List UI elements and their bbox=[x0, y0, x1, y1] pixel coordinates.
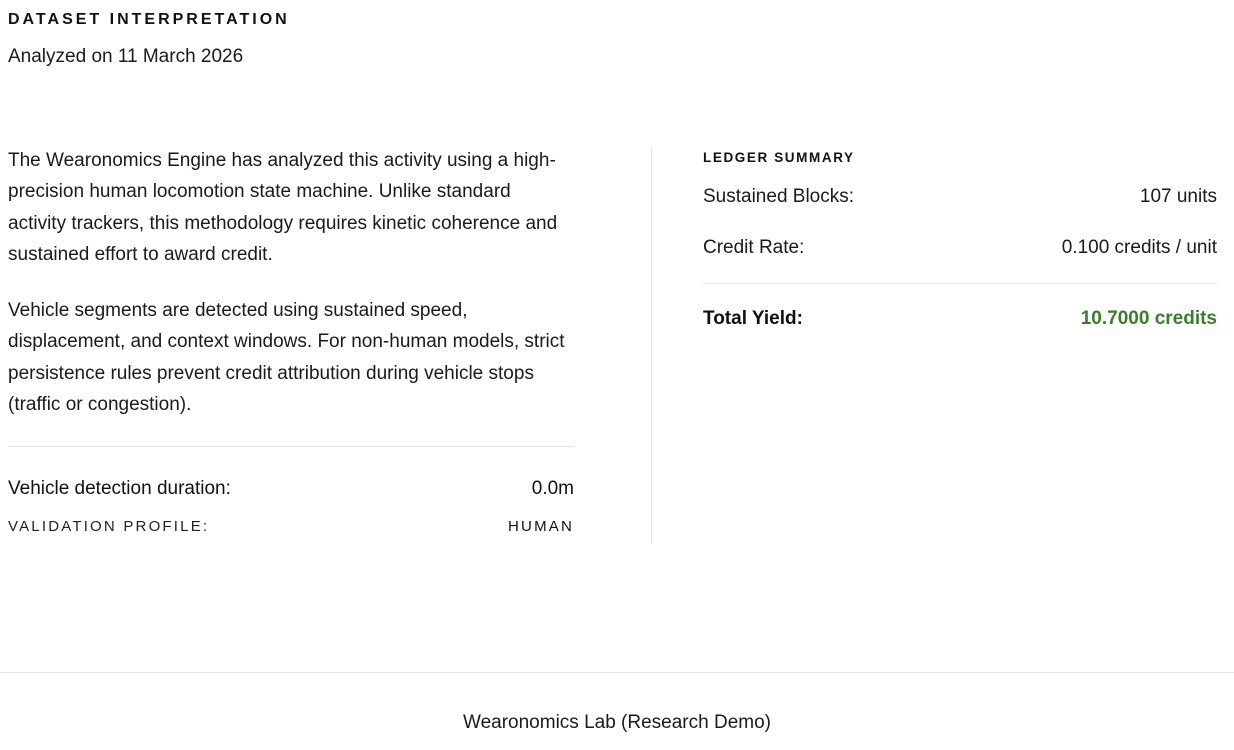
footer bbox=[0, 672, 1234, 750]
sustained-blocks-label: Sustained Blocks: bbox=[703, 186, 855, 207]
vehicle-duration-row bbox=[8, 477, 574, 501]
validation-profile-row bbox=[8, 517, 574, 537]
column-separator bbox=[651, 146, 652, 544]
credit-rate-label: Credit Rate: bbox=[703, 237, 805, 258]
ledger-divider bbox=[703, 283, 1217, 284]
credit-rate-row bbox=[703, 236, 1217, 260]
section-eyebrow: DATASET INTERPRETATION bbox=[8, 11, 290, 28]
sustained-blocks-row bbox=[703, 185, 1217, 209]
credit-rate-value: 0.100 credits / unit bbox=[1061, 237, 1217, 258]
total-yield-row bbox=[703, 307, 1217, 331]
ledger-summary-panel bbox=[703, 149, 1217, 331]
vehicle-duration-label: Vehicle detection duration: bbox=[8, 478, 231, 500]
total-yield-value: 10.7000 credits bbox=[1080, 308, 1217, 329]
sustained-blocks-value: 107 units bbox=[1139, 186, 1217, 207]
total-yield-label: Total Yield: bbox=[703, 308, 803, 329]
vehicle-duration-value: 0.0m bbox=[531, 478, 574, 500]
interpretation-divider bbox=[8, 446, 574, 447]
footer-text: Wearonomics Lab (Research Demo) bbox=[463, 712, 771, 733]
analysis-date: Analyzed on 11 March 2026 bbox=[8, 46, 244, 67]
header bbox=[8, 10, 290, 69]
ledger-title: LEDGER SUMMARY bbox=[703, 150, 855, 165]
validation-profile-label: VALIDATION PROFILE: bbox=[8, 518, 210, 536]
interpretation-panel bbox=[8, 145, 574, 537]
methodology-paragraph: The Wearonomics Engine has analyzed this activity using a high-precision human locomotion state machine. Unlike standard activity trackers, this methodology requires kinetic coherence and sustained effort to award credit. bbox=[8, 150, 558, 265]
validation-profile-value: HUMAN bbox=[508, 518, 574, 536]
vehicle-detection-paragraph: Vehicle segments are detected using sustained speed, displacement, and context windows. For non-human models, strict persistence rules prevent credit attribution during vehicle stops (traffic or congestion). bbox=[8, 300, 565, 416]
